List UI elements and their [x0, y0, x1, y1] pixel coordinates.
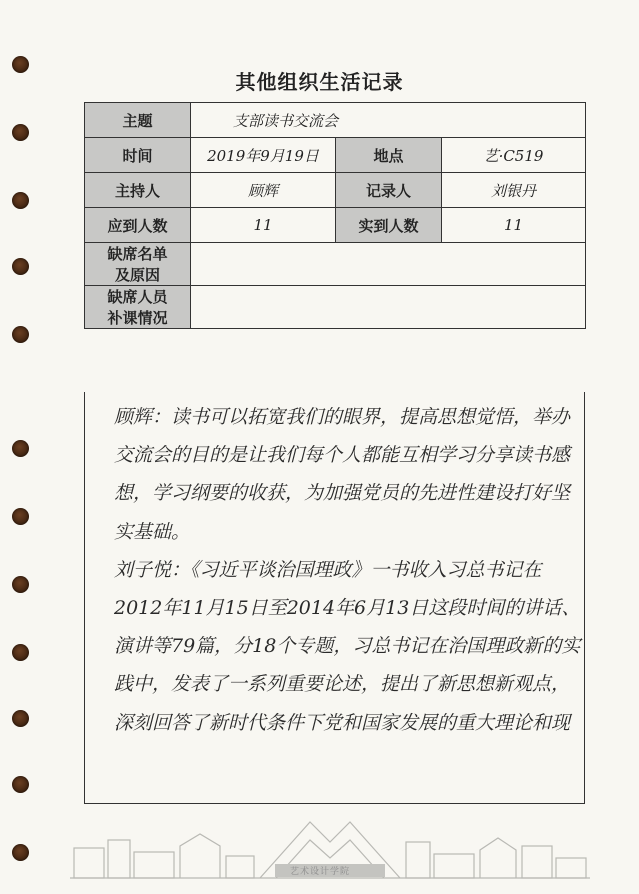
makeup-value[interactable] — [191, 286, 586, 329]
binder-hole-icon — [12, 644, 29, 661]
binder-hole-icon — [12, 124, 29, 141]
place-value[interactable]: 艺·C519 — [442, 138, 586, 173]
absent-label-line: 缺席名单 — [107, 245, 168, 263]
absent-row — [85, 243, 586, 286]
time-value[interactable]: 2019年9月19日 — [191, 138, 336, 173]
absent-label — [85, 243, 191, 286]
recorder-value[interactable]: 刘银丹 — [442, 173, 586, 208]
binder-hole-icon — [12, 258, 29, 275]
binder-hole-icon — [12, 576, 29, 593]
host-value[interactable]: 顾辉 — [191, 173, 336, 208]
expected-label: 应到人数 — [85, 208, 191, 243]
expected-value[interactable]: 11 — [191, 208, 336, 243]
host-recorder-row — [85, 173, 586, 208]
topic-label: 主题 — [85, 103, 191, 138]
binder-hole-icon — [12, 776, 29, 793]
footer-caption: 艺术设计学院 — [290, 867, 351, 877]
binder-hole-icon — [12, 326, 29, 343]
topic-value[interactable]: 支部读书交流会 — [191, 103, 586, 138]
absent-value[interactable] — [191, 243, 586, 286]
actual-value[interactable]: 11 — [442, 208, 586, 243]
makeup-label-line: 补课情况 — [107, 309, 168, 327]
actual-label: 实到人数 — [336, 208, 442, 243]
makeup-label — [85, 286, 191, 329]
recorder-label: 记录人 — [336, 173, 442, 208]
topic-row — [85, 103, 586, 138]
meeting-content[interactable]: 顾辉：读书可以拓宽我们的眼界，提高思想觉悟，举办交流会的目的是让我们每个人都能互相学习分享读书感想，学习纲要的收获，为加强党员的先进性建设打好坚实基础。 刘子悦：《习近平谈治国理政》一书收入习总书记在2012年11月15日至2014年6月13日这段时间的讲话、演讲等79篇，分18个专题，习总书记在治国理政新的实践中，发表了一系列重要论述，提出了新思想新观点，深刻回答了新时代条件下党和国家发展的重大理论和现 — [114, 406, 581, 734]
makeup-row — [85, 286, 586, 329]
absent-label-line: 及原因 — [114, 266, 160, 284]
binder-hole-icon — [12, 440, 29, 457]
time-place-row — [85, 138, 586, 173]
host-label: 主持人 — [85, 173, 191, 208]
place-label: 地点 — [336, 138, 442, 173]
makeup-label-line: 缺席人员 — [107, 288, 168, 306]
binder-hole-icon — [12, 192, 29, 209]
record-form-table — [84, 102, 586, 329]
time-label: 时间 — [85, 138, 191, 173]
binder-hole-icon — [12, 508, 29, 525]
binder-hole-icon — [12, 710, 29, 727]
binder-hole-icon — [12, 844, 29, 861]
page-title: 其他组织生活记录 — [235, 70, 404, 94]
attendance-row — [85, 208, 586, 243]
